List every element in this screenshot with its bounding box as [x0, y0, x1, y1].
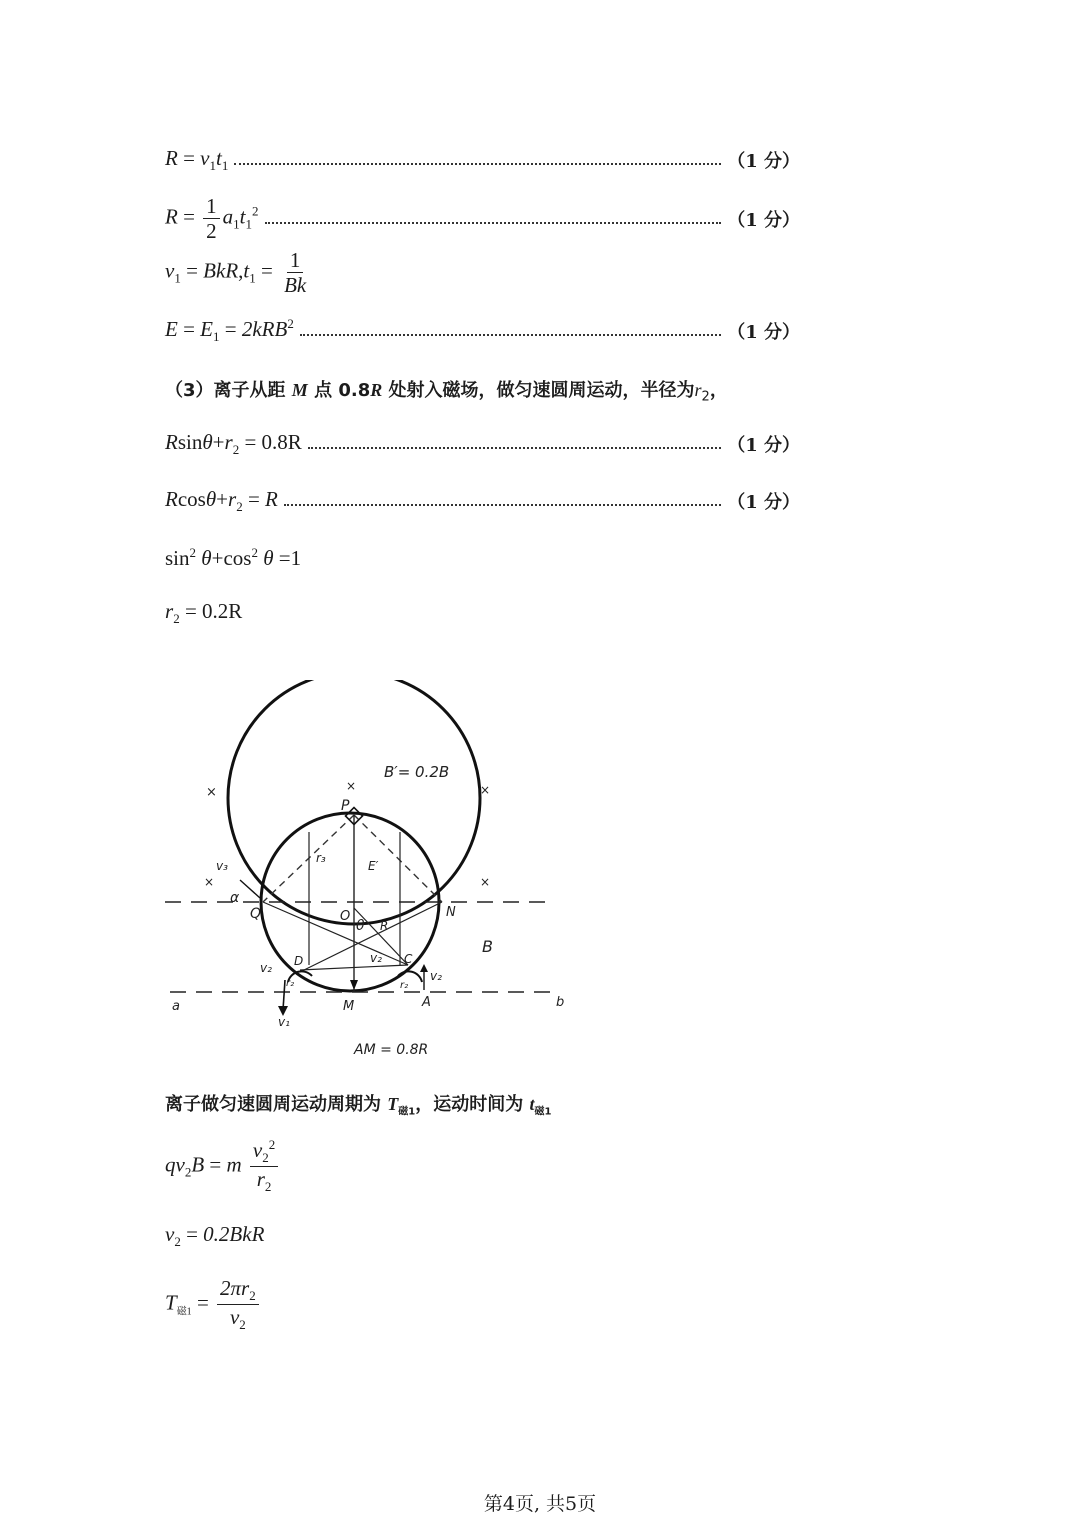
dot-leader [284, 504, 721, 506]
svg-text:A: A [422, 995, 431, 1010]
svg-text:r₃: r₃ [316, 851, 326, 865]
svg-text:M: M [343, 999, 355, 1014]
svg-text:P: P [341, 798, 350, 814]
svg-text:E′: E′ [368, 859, 379, 873]
equation-rcos: $Rcos\theta+r_2 = R$ （1 分） [165, 487, 800, 515]
label-am: AM = 0.8R [354, 1042, 429, 1058]
equation-r-v1t1: $R = v_1t_1$ （1 分） [165, 146, 800, 174]
score-label: （1 分） [727, 492, 800, 514]
svg-text:×: × [204, 875, 215, 889]
svg-text:B: B [482, 937, 493, 956]
label-b-prime: B′= 0.2B [384, 763, 450, 781]
fraction-one-over-bk: $\frac{1}{Bk}$ [284, 248, 307, 298]
svg-text:×: × [480, 875, 491, 889]
score-label: （1 分） [727, 435, 800, 457]
period-description: 离子做匀速圆周运动周期为 $T_{磁1}$，运动时间为 $t_{磁1}$ [165, 1094, 552, 1118]
fraction-half: $\frac{1}{2}$ [203, 194, 220, 243]
svg-text:θ: θ [356, 918, 365, 934]
equation-v2: $v_2 = 0.2BkR$ [165, 1222, 265, 1250]
score-label: （1 分） [727, 151, 800, 173]
equation-e-e1: $E = E_1 = 2kRB^2$ （1 分） [165, 316, 800, 345]
svg-text:D: D [294, 954, 304, 968]
equation-r-half-a1t1: R = $\frac{1}{2}$ $a_1t_1^2$ （1 分） [165, 194, 800, 244]
svg-text:O: O [340, 909, 351, 924]
svg-text:a: a [172, 999, 180, 1014]
equation-rsin: $Rsin\theta+r_2 = 0.8R$ （1 分） [165, 430, 800, 458]
dot-leader [308, 447, 721, 449]
equation-identity: $\sin^2 \theta+\cos^2$ θ =1 [165, 545, 302, 570]
svg-text:R: R [380, 919, 389, 933]
score-label: （1 分） [727, 209, 800, 231]
dot-leader [300, 334, 721, 336]
dot-leader [265, 222, 722, 224]
equation-lorentz: $qv_2B = m$ $\frac{v_2^2}{r_2}$ [165, 1138, 800, 1195]
part3-description: （3）离子从距 M 点 0.8R 处射入磁场，做匀速圆周运动，半径为$r_2$， [165, 380, 728, 405]
page-footer: 第4页, 共5页 [483, 1493, 597, 1515]
svg-text:v₂: v₂ [260, 961, 272, 975]
svg-text:×: × [480, 783, 491, 797]
svg-text:v₁: v₁ [278, 1015, 290, 1029]
equation-v1-t1: $v_1 = BkR,t_1$ = $\frac{1}{Bk}$ [165, 248, 800, 297]
fraction-2pir2-over-v2: $\frac{2\pi r_2}{v_2}$ [217, 1276, 259, 1333]
svg-text:×: × [346, 779, 357, 793]
trajectory-diagram [160, 680, 580, 1060]
score-label: （1 分） [727, 321, 800, 343]
svg-text:v₃: v₃ [216, 859, 228, 873]
svg-text:N: N [446, 905, 456, 920]
fraction-v2sq-over-r2: $\frac{v_2^2}{r_2}$ [250, 1138, 278, 1195]
svg-text:v₂: v₂ [370, 951, 382, 965]
dot-leader [234, 163, 721, 165]
svg-text:b: b [556, 995, 565, 1010]
equation-r2: $r_2 = 0.2R$ [165, 599, 243, 627]
svg-text:C: C [404, 952, 413, 966]
svg-text:×: × [206, 785, 217, 800]
svg-text:v₂: v₂ [430, 969, 442, 983]
svg-text:Q: Q [250, 906, 262, 922]
svg-text:r₂: r₂ [400, 980, 409, 991]
svg-text:α: α [230, 890, 240, 906]
svg-text:r₂: r₂ [286, 978, 295, 989]
equation-period: $T_{磁1}$ = $\frac{2\pi r_2}{v_2}$ [165, 1276, 800, 1333]
